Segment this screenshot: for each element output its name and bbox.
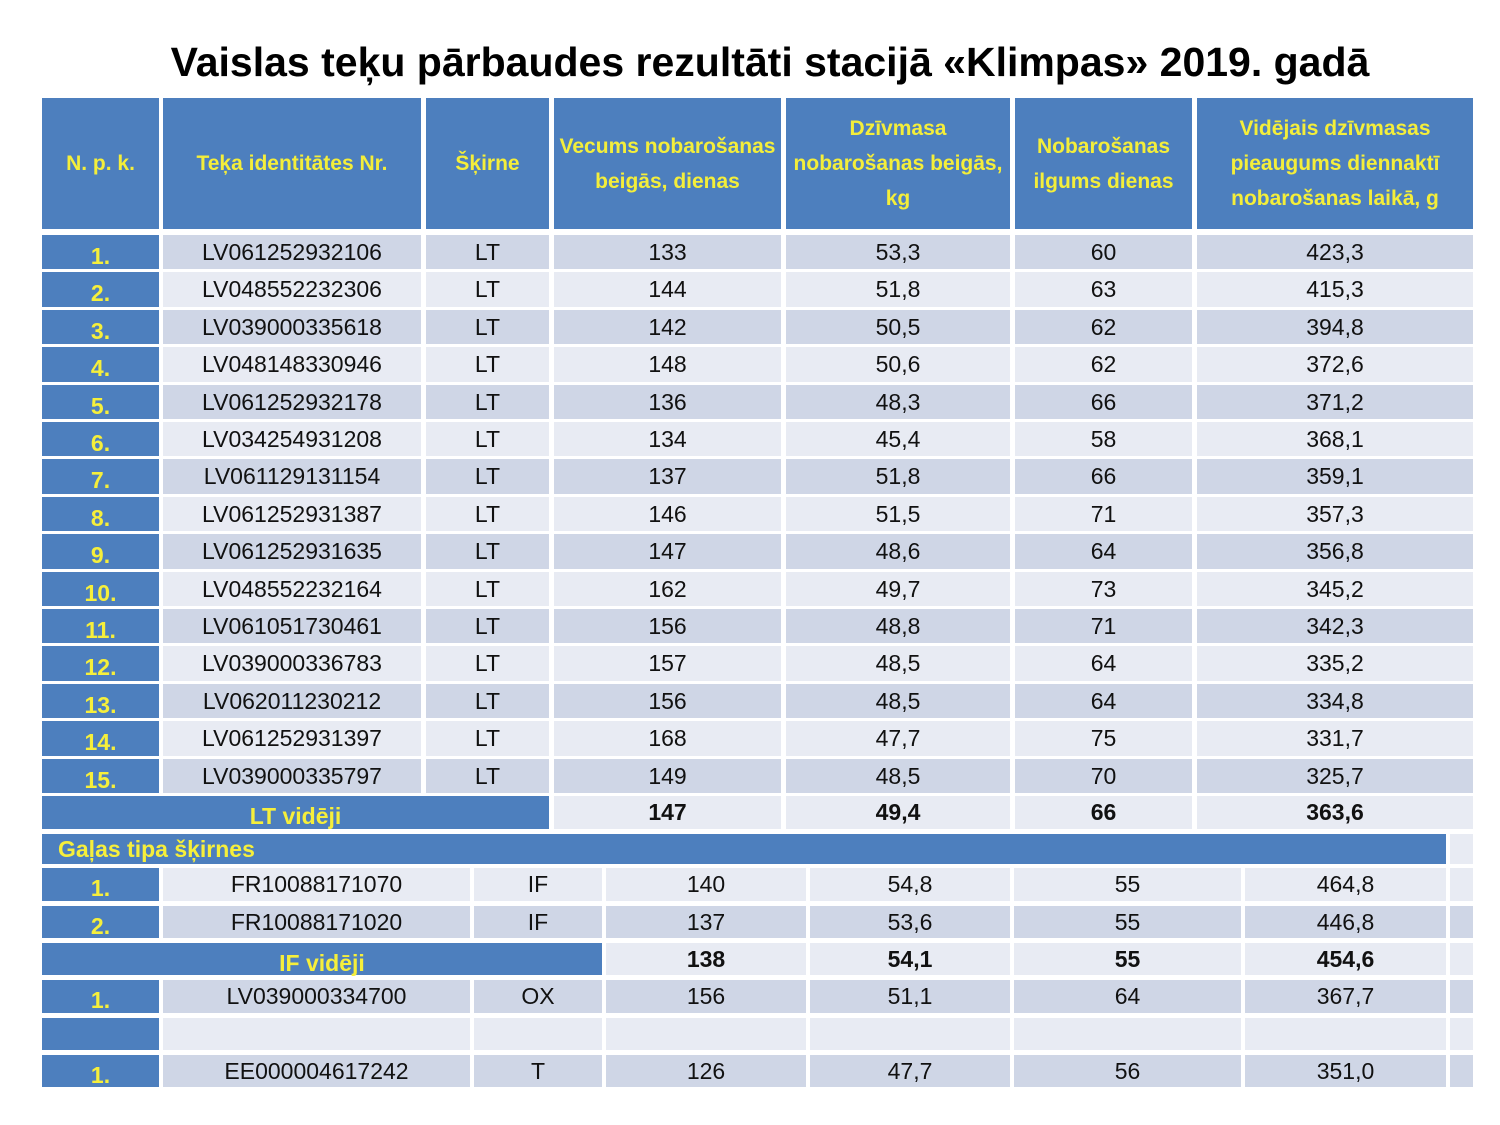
table-cell-weight: 50,6 <box>786 347 1010 382</box>
table-cell-age: 146 <box>554 497 781 531</box>
table-cell-breed: LT <box>426 684 549 718</box>
table-cell-weight: 48,3 <box>786 385 1010 419</box>
table-cell-gain: 334,8 <box>1197 684 1473 718</box>
table-cell-weight: 48,6 <box>786 534 1010 569</box>
lt-average-gain: 363,6 <box>1197 796 1473 829</box>
table-cell-age: 156 <box>554 684 781 718</box>
table-cell-gain: 394,8 <box>1197 310 1473 344</box>
if-row-age: 140 <box>606 868 806 901</box>
t-row-animal-id: EE000004617242 <box>163 1055 470 1087</box>
ox-row-duration: 64 <box>1014 980 1241 1013</box>
lt-average-duration: 66 <box>1015 796 1192 829</box>
ox-row-breed: OX <box>474 980 602 1013</box>
column-header-weight: Dzīvmasa nobarošanas beigās, kg <box>786 98 1010 229</box>
table-cell-duration: 58 <box>1015 422 1192 456</box>
if-row-animal-id: FR10088171070 <box>163 868 470 901</box>
column-header-breed: Šķirne <box>426 98 549 229</box>
table-cell-breed: LT <box>426 646 549 681</box>
table-cell-animal-id: LV061051730461 <box>163 609 421 643</box>
if-row-number: 1. <box>42 868 159 901</box>
table-cell-weight: 49,7 <box>786 572 1010 606</box>
table-cell-duration: 75 <box>1015 721 1192 756</box>
empty-row-cell <box>1245 1018 1446 1050</box>
table-cell-duration: 60 <box>1015 235 1192 269</box>
ox-row-number: 1. <box>42 980 159 1013</box>
table-cell-weight: 48,5 <box>786 646 1010 681</box>
section-header-filler <box>1450 834 1473 864</box>
table-cell-animal-id: LV061252931397 <box>163 721 421 756</box>
table-cell-gain: 359,1 <box>1197 459 1473 494</box>
row-number: 13. <box>42 684 159 718</box>
table-cell-duration: 62 <box>1015 347 1192 382</box>
table-cell-gain: 345,2 <box>1197 572 1473 606</box>
row-number: 3. <box>42 310 159 344</box>
column-header-animal-id: Teķa identitātes Nr. <box>163 98 421 229</box>
t-row-filler <box>1450 1055 1473 1087</box>
row-number: 2. <box>42 272 159 307</box>
if-average-label: IF vidēji <box>42 943 602 975</box>
table-cell-weight: 50,5 <box>786 310 1010 344</box>
lt-average-weight: 49,4 <box>786 796 1010 829</box>
if-row-gain: 464,8 <box>1245 868 1446 901</box>
table-cell-gain: 368,1 <box>1197 422 1473 456</box>
if-average-age: 138 <box>606 943 806 975</box>
table-cell-breed: LT <box>426 385 549 419</box>
empty-row-cell <box>810 1018 1010 1050</box>
table-cell-breed: LT <box>426 721 549 756</box>
table-cell-age: 168 <box>554 721 781 756</box>
row-number: 5. <box>42 385 159 419</box>
table-cell-age: 149 <box>554 759 781 793</box>
column-header-row-number: N. p. k. <box>42 98 159 229</box>
table-cell-age: 134 <box>554 422 781 456</box>
column-header-duration: Nobarošanas ilgums dienas <box>1015 98 1192 229</box>
table-cell-animal-id: LV048148330946 <box>163 347 421 382</box>
t-row-age: 126 <box>606 1055 806 1087</box>
if-row-breed: IF <box>474 868 602 901</box>
empty-row-cell <box>163 1018 470 1050</box>
if-average-gain: 454,6 <box>1245 943 1446 975</box>
table-cell-duration: 73 <box>1015 572 1192 606</box>
row-number: 7. <box>42 459 159 494</box>
table-cell-age: 162 <box>554 572 781 606</box>
table-cell-weight: 48,5 <box>786 759 1010 793</box>
table-cell-duration: 66 <box>1015 459 1192 494</box>
table-cell-gain: 325,7 <box>1197 759 1473 793</box>
row-number: 11. <box>42 609 159 643</box>
row-number: 1. <box>42 235 159 269</box>
table-cell-gain: 372,6 <box>1197 347 1473 382</box>
ox-row-gain: 367,7 <box>1245 980 1446 1013</box>
t-row-number: 1. <box>42 1055 159 1087</box>
ox-row-age: 156 <box>606 980 806 1013</box>
if-row-animal-id: FR10088171020 <box>163 906 470 938</box>
if-row-breed: IF <box>474 906 602 938</box>
table-cell-weight: 51,8 <box>786 459 1010 494</box>
t-row-weight: 47,7 <box>810 1055 1010 1087</box>
if-row-filler <box>1450 906 1473 938</box>
table-cell-age: 137 <box>554 459 781 494</box>
if-average-weight: 54,1 <box>810 943 1010 975</box>
table-cell-duration: 66 <box>1015 385 1192 419</box>
table-cell-animal-id: LV048552232164 <box>163 572 421 606</box>
table-cell-breed: LT <box>426 497 549 531</box>
if-row-duration: 55 <box>1014 906 1241 938</box>
table-cell-duration: 63 <box>1015 272 1192 307</box>
table-cell-animal-id: LV061252931387 <box>163 497 421 531</box>
table-cell-animal-id: LV039000335797 <box>163 759 421 793</box>
empty-row-cell <box>42 1018 159 1050</box>
table-cell-gain: 331,7 <box>1197 721 1473 756</box>
table-cell-age: 157 <box>554 646 781 681</box>
row-number: 10. <box>42 572 159 606</box>
row-number: 15. <box>42 759 159 793</box>
table-cell-weight: 47,7 <box>786 721 1010 756</box>
table-cell-duration: 64 <box>1015 684 1192 718</box>
t-row-gain: 351,0 <box>1245 1055 1446 1087</box>
table-cell-animal-id: LV061129131154 <box>163 459 421 494</box>
table-cell-breed: LT <box>426 609 549 643</box>
table-cell-duration: 64 <box>1015 646 1192 681</box>
table-cell-duration: 64 <box>1015 534 1192 569</box>
t-row-duration: 56 <box>1014 1055 1241 1087</box>
table-cell-animal-id: LV061252931635 <box>163 534 421 569</box>
table-cell-animal-id: LV061252932178 <box>163 385 421 419</box>
table-cell-gain: 415,3 <box>1197 272 1473 307</box>
lt-average-label: LT vidēji <box>42 796 549 829</box>
column-header-gain: Vidējais dzīvmasas pieaugums diennaktī nobarošanas laikā, g <box>1197 98 1473 229</box>
ox-row-filler <box>1450 980 1473 1013</box>
row-number: 9. <box>42 534 159 569</box>
if-row-filler <box>1450 868 1473 901</box>
ox-row-animal-id: LV039000334700 <box>163 980 470 1013</box>
table-cell-animal-id: LV039000336783 <box>163 646 421 681</box>
empty-row-cell <box>606 1018 806 1050</box>
ox-row-weight: 51,1 <box>810 980 1010 1013</box>
table-cell-breed: LT <box>426 235 549 269</box>
if-row-number: 2. <box>42 906 159 938</box>
table-cell-animal-id: LV039000335618 <box>163 310 421 344</box>
if-average-duration: 55 <box>1014 943 1241 975</box>
table-cell-gain: 342,3 <box>1197 609 1473 643</box>
t-row-breed: T <box>474 1055 602 1087</box>
table-cell-breed: LT <box>426 759 549 793</box>
table-cell-age: 147 <box>554 534 781 569</box>
table-cell-gain: 423,3 <box>1197 235 1473 269</box>
empty-row-filler <box>1450 1018 1473 1050</box>
table-cell-breed: LT <box>426 534 549 569</box>
row-number: 8. <box>42 497 159 531</box>
row-number: 14. <box>42 721 159 756</box>
table-cell-gain: 357,3 <box>1197 497 1473 531</box>
table-cell-breed: LT <box>426 347 549 382</box>
table-cell-age: 142 <box>554 310 781 344</box>
table-cell-weight: 45,4 <box>786 422 1010 456</box>
row-number: 12. <box>42 646 159 681</box>
table-cell-weight: 51,5 <box>786 497 1010 531</box>
if-row-weight: 53,6 <box>810 906 1010 938</box>
table-cell-animal-id: LV034254931208 <box>163 422 421 456</box>
section-header-meat-breeds: Gaļas tipa šķirnes <box>42 834 1446 864</box>
table-cell-duration: 62 <box>1015 310 1192 344</box>
table-cell-animal-id: LV061252932106 <box>163 235 421 269</box>
if-row-duration: 55 <box>1014 868 1241 901</box>
table-cell-weight: 48,8 <box>786 609 1010 643</box>
empty-row-cell <box>1014 1018 1241 1050</box>
empty-row-cell <box>474 1018 602 1050</box>
table-cell-animal-id: LV062011230212 <box>163 684 421 718</box>
table-cell-age: 136 <box>554 385 781 419</box>
table-cell-duration: 71 <box>1015 609 1192 643</box>
table-cell-duration: 70 <box>1015 759 1192 793</box>
row-number: 4. <box>42 347 159 382</box>
page-title: Vaislas teķu pārbaudes rezultāti stacijā «Klimpas» 2019. gadā <box>170 39 1370 85</box>
if-average-filler <box>1450 943 1473 975</box>
table-cell-age: 148 <box>554 347 781 382</box>
column-header-age: Vecums nobarošanas beigās, dienas <box>554 98 781 229</box>
table-cell-breed: LT <box>426 310 549 344</box>
lt-average-age: 147 <box>554 796 781 829</box>
table-cell-duration: 71 <box>1015 497 1192 531</box>
table-cell-gain: 335,2 <box>1197 646 1473 681</box>
table-cell-breed: LT <box>426 422 549 456</box>
table-cell-gain: 356,8 <box>1197 534 1473 569</box>
table-cell-breed: LT <box>426 572 549 606</box>
table-cell-breed: LT <box>426 272 549 307</box>
table-cell-age: 156 <box>554 609 781 643</box>
if-row-age: 137 <box>606 906 806 938</box>
table-cell-weight: 48,5 <box>786 684 1010 718</box>
table-cell-gain: 371,2 <box>1197 385 1473 419</box>
table-cell-animal-id: LV048552232306 <box>163 272 421 307</box>
table-cell-breed: LT <box>426 459 549 494</box>
row-number: 6. <box>42 422 159 456</box>
if-row-weight: 54,8 <box>810 868 1010 901</box>
table-cell-weight: 53,3 <box>786 235 1010 269</box>
if-row-gain: 446,8 <box>1245 906 1446 938</box>
table-cell-age: 144 <box>554 272 781 307</box>
table-cell-weight: 51,8 <box>786 272 1010 307</box>
table-cell-age: 133 <box>554 235 781 269</box>
